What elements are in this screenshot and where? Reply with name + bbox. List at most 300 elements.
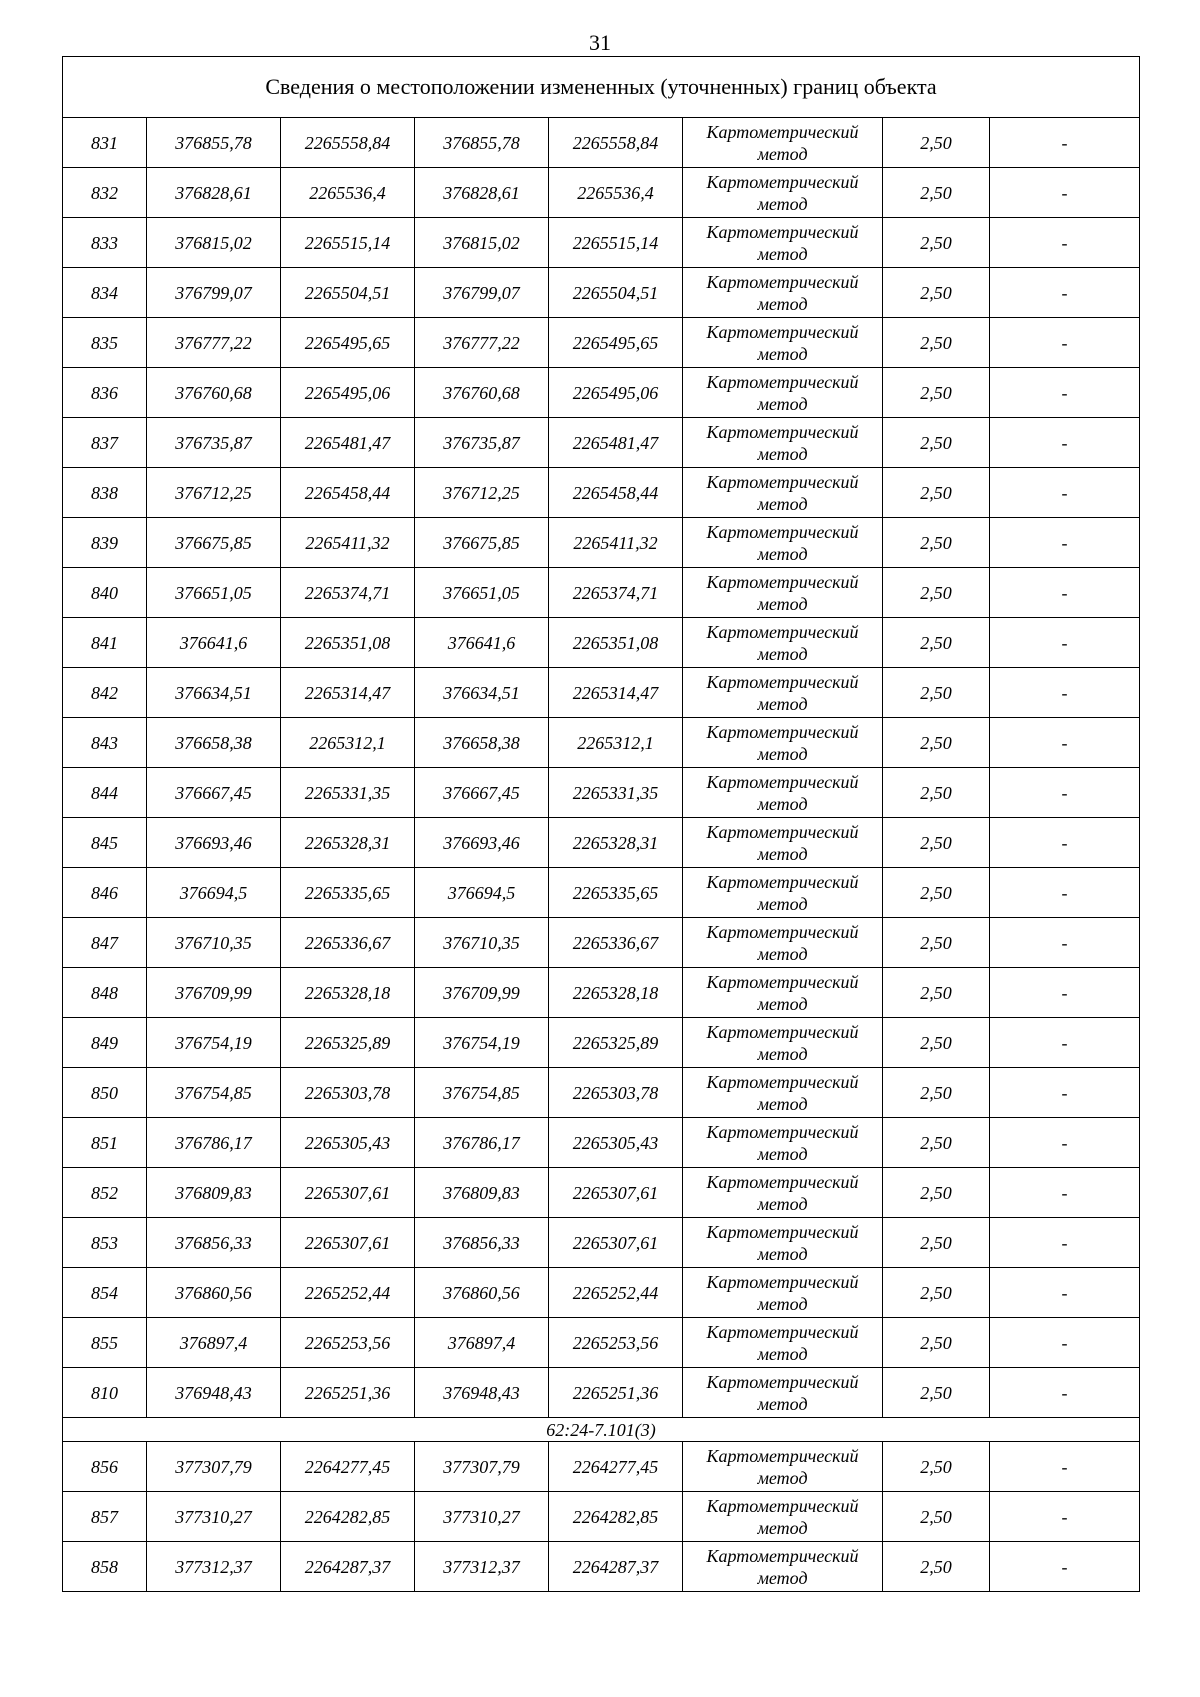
x-refined-cell: 376760,68	[415, 368, 549, 418]
note-cell: -	[990, 918, 1140, 968]
method-cell	[683, 218, 883, 268]
table-row	[63, 368, 1140, 418]
method-label-line2: метод	[757, 393, 808, 414]
method-label-line1: Картометрический	[706, 271, 859, 292]
method-label-line2: метод	[757, 1243, 808, 1264]
y-existing-cell: 2265515,14	[281, 218, 415, 268]
point-number-cell: 831	[63, 118, 147, 168]
point-number-cell: 837	[63, 418, 147, 468]
method-label-line2: метод	[757, 143, 808, 164]
table-row	[63, 118, 1140, 168]
table-row	[63, 868, 1140, 918]
method-cell	[683, 668, 883, 718]
y-existing-cell: 2265312,1	[281, 718, 415, 768]
note-cell: -	[990, 1442, 1140, 1492]
x-existing-cell: 376860,56	[147, 1268, 281, 1318]
accuracy-cell: 2,50	[883, 568, 990, 618]
y-existing-cell: 2264277,45	[281, 1442, 415, 1492]
method-cell	[683, 868, 883, 918]
method-cell	[683, 718, 883, 768]
y-refined-cell: 2265312,1	[549, 718, 683, 768]
y-refined-cell: 2265336,67	[549, 918, 683, 968]
point-number-cell: 857	[63, 1492, 147, 1542]
point-number-cell: 842	[63, 668, 147, 718]
method-label-line1: Картометрический	[706, 921, 859, 942]
y-existing-cell: 2265251,36	[281, 1368, 415, 1418]
method-label-line2: метод	[757, 1093, 808, 1114]
y-refined-cell: 2265411,32	[549, 518, 683, 568]
note-cell: -	[990, 418, 1140, 468]
x-refined-cell: 377310,27	[415, 1492, 549, 1542]
x-existing-cell: 376777,22	[147, 318, 281, 368]
method-cell	[683, 618, 883, 668]
note-cell: -	[990, 968, 1140, 1018]
y-refined-cell: 2264282,85	[549, 1492, 683, 1542]
y-existing-cell: 2265411,32	[281, 518, 415, 568]
x-refined-cell: 376948,43	[415, 1368, 549, 1418]
x-existing-cell: 377310,27	[147, 1492, 281, 1542]
y-refined-cell: 2265536,4	[549, 168, 683, 218]
x-refined-cell: 376667,45	[415, 768, 549, 818]
x-existing-cell: 377312,37	[147, 1542, 281, 1592]
x-refined-cell: 376693,46	[415, 818, 549, 868]
y-refined-cell: 2265331,35	[549, 768, 683, 818]
method-cell	[683, 968, 883, 1018]
y-existing-cell: 2265303,78	[281, 1068, 415, 1118]
table-row	[63, 1018, 1140, 1068]
note-cell: -	[990, 268, 1140, 318]
method-label-line1: Картометрический	[706, 421, 859, 442]
y-existing-cell: 2265328,18	[281, 968, 415, 1018]
x-existing-cell: 376693,46	[147, 818, 281, 868]
point-number-cell: 846	[63, 868, 147, 918]
method-label-line1: Картометрический	[706, 371, 859, 392]
point-number-cell: 839	[63, 518, 147, 568]
y-refined-cell: 2265303,78	[549, 1068, 683, 1118]
table-row	[63, 818, 1140, 868]
y-existing-cell: 2265481,47	[281, 418, 415, 468]
accuracy-cell: 2,50	[883, 1168, 990, 1218]
table-row	[63, 1068, 1140, 1118]
accuracy-cell: 2,50	[883, 118, 990, 168]
x-refined-cell: 376735,87	[415, 418, 549, 468]
method-label-line1: Картометрический	[706, 1121, 859, 1142]
note-cell: -	[990, 768, 1140, 818]
note-cell: -	[990, 1018, 1140, 1068]
method-label-line2: метод	[757, 293, 808, 314]
y-existing-cell: 2265331,35	[281, 768, 415, 818]
method-label-line1: Картометрический	[706, 1321, 859, 1342]
table-body-main	[63, 57, 1140, 1418]
x-refined-cell: 376897,4	[415, 1318, 549, 1368]
y-existing-cell: 2265495,06	[281, 368, 415, 418]
method-label-line2: метод	[757, 1393, 808, 1414]
table-row	[63, 568, 1140, 618]
method-label-line1: Картометрический	[706, 1171, 859, 1192]
y-refined-cell: 2265558,84	[549, 118, 683, 168]
point-number-cell: 843	[63, 718, 147, 768]
point-number-cell: 841	[63, 618, 147, 668]
x-refined-cell: 376710,35	[415, 918, 549, 968]
method-label-line1: Картометрический	[706, 521, 859, 542]
y-refined-cell: 2265495,65	[549, 318, 683, 368]
y-existing-cell: 2265325,89	[281, 1018, 415, 1068]
y-existing-cell: 2265504,51	[281, 268, 415, 318]
note-cell: -	[990, 318, 1140, 368]
method-cell	[683, 918, 883, 968]
x-existing-cell: 376760,68	[147, 368, 281, 418]
table-title: Сведения о местоположении измененных (уточненных) границ объекта	[63, 57, 1140, 118]
note-cell: -	[990, 618, 1140, 668]
method-label-line2: метод	[757, 243, 808, 264]
y-refined-cell: 2264277,45	[549, 1442, 683, 1492]
note-cell: -	[990, 1168, 1140, 1218]
method-label-line2: метод	[757, 793, 808, 814]
method-cell	[683, 268, 883, 318]
method-label-line1: Картометрический	[706, 671, 859, 692]
method-label-line1: Картометрический	[706, 221, 859, 242]
x-existing-cell: 376694,5	[147, 868, 281, 918]
method-label-line1: Картометрический	[706, 871, 859, 892]
accuracy-cell: 2,50	[883, 218, 990, 268]
note-cell: -	[990, 118, 1140, 168]
method-label-line1: Картометрический	[706, 1221, 859, 1242]
boundary-table-frame	[62, 56, 1139, 1592]
method-label-line2: метод	[757, 193, 808, 214]
point-number-cell: 810	[63, 1368, 147, 1418]
y-existing-cell: 2265536,4	[281, 168, 415, 218]
y-existing-cell: 2265335,65	[281, 868, 415, 918]
note-cell: -	[990, 718, 1140, 768]
table-row	[63, 168, 1140, 218]
point-number-cell: 847	[63, 918, 147, 968]
method-label-line1: Картометрический	[706, 1445, 859, 1466]
y-refined-cell: 2265458,44	[549, 468, 683, 518]
x-existing-cell: 376828,61	[147, 168, 281, 218]
note-cell: -	[990, 218, 1140, 268]
x-refined-cell: 376675,85	[415, 518, 549, 568]
method-label-line2: метод	[757, 1467, 808, 1488]
note-cell: -	[990, 668, 1140, 718]
method-label-line2: метод	[757, 593, 808, 614]
point-number-cell: 833	[63, 218, 147, 268]
x-refined-cell: 376809,83	[415, 1168, 549, 1218]
accuracy-cell: 2,50	[883, 318, 990, 368]
y-refined-cell: 2265252,44	[549, 1268, 683, 1318]
method-cell	[683, 1318, 883, 1368]
note-cell: -	[990, 1268, 1140, 1318]
method-cell	[683, 1068, 883, 1118]
boundary-coordinates-table	[62, 56, 1140, 1592]
accuracy-cell: 2,50	[883, 1442, 990, 1492]
method-cell	[683, 368, 883, 418]
accuracy-cell: 2,50	[883, 1542, 990, 1592]
section-row	[63, 1418, 1140, 1442]
method-cell	[683, 318, 883, 368]
method-cell	[683, 818, 883, 868]
accuracy-cell: 2,50	[883, 1018, 990, 1068]
point-number-cell: 849	[63, 1018, 147, 1068]
x-refined-cell: 376860,56	[415, 1268, 549, 1318]
x-existing-cell: 376948,43	[147, 1368, 281, 1418]
method-label-line2: метод	[757, 943, 808, 964]
accuracy-cell: 2,50	[883, 1318, 990, 1368]
method-cell	[683, 518, 883, 568]
y-existing-cell: 2265495,65	[281, 318, 415, 368]
note-cell: -	[990, 1318, 1140, 1368]
note-cell: -	[990, 1068, 1140, 1118]
y-refined-cell: 2265335,65	[549, 868, 683, 918]
point-number-cell: 856	[63, 1442, 147, 1492]
table-row	[63, 768, 1140, 818]
section-label: 62:24-7.101(3)	[63, 1418, 1140, 1442]
x-existing-cell: 376675,85	[147, 518, 281, 568]
x-existing-cell: 376710,35	[147, 918, 281, 968]
accuracy-cell: 2,50	[883, 1068, 990, 1118]
x-existing-cell: 376786,17	[147, 1118, 281, 1168]
method-label-line2: метод	[757, 993, 808, 1014]
x-existing-cell: 376651,05	[147, 568, 281, 618]
note-cell: -	[990, 468, 1140, 518]
point-number-cell: 844	[63, 768, 147, 818]
method-label-line1: Картометрический	[706, 721, 859, 742]
method-cell	[683, 768, 883, 818]
note-cell: -	[990, 1118, 1140, 1168]
y-existing-cell: 2265307,61	[281, 1218, 415, 1268]
x-refined-cell: 377307,79	[415, 1442, 549, 1492]
y-refined-cell: 2265314,47	[549, 668, 683, 718]
point-number-cell: 845	[63, 818, 147, 868]
method-label-line1: Картометрический	[706, 1495, 859, 1516]
x-existing-cell: 376658,38	[147, 718, 281, 768]
x-existing-cell: 376709,99	[147, 968, 281, 1018]
y-refined-cell: 2265325,89	[549, 1018, 683, 1068]
y-refined-cell: 2265495,06	[549, 368, 683, 418]
method-label-line1: Картометрический	[706, 321, 859, 342]
accuracy-cell: 2,50	[883, 718, 990, 768]
x-refined-cell: 376651,05	[415, 568, 549, 618]
y-existing-cell: 2265458,44	[281, 468, 415, 518]
x-refined-cell: 376694,5	[415, 868, 549, 918]
point-number-cell: 852	[63, 1168, 147, 1218]
method-label-line1: Картометрический	[706, 571, 859, 592]
method-cell	[683, 1368, 883, 1418]
method-label-line2: метод	[757, 1143, 808, 1164]
note-cell: -	[990, 1218, 1140, 1268]
table-row	[63, 918, 1140, 968]
x-refined-cell: 377312,37	[415, 1542, 549, 1592]
note-cell: -	[990, 368, 1140, 418]
y-existing-cell: 2265305,43	[281, 1118, 415, 1168]
x-existing-cell: 376799,07	[147, 268, 281, 318]
method-label-line2: метод	[757, 1517, 808, 1538]
x-existing-cell: 376754,19	[147, 1018, 281, 1068]
y-existing-cell: 2265307,61	[281, 1168, 415, 1218]
y-refined-cell: 2265305,43	[549, 1118, 683, 1168]
accuracy-cell: 2,50	[883, 868, 990, 918]
y-existing-cell: 2264287,37	[281, 1542, 415, 1592]
accuracy-cell: 2,50	[883, 468, 990, 518]
method-label-line1: Картометрический	[706, 121, 859, 142]
x-existing-cell: 376641,6	[147, 618, 281, 668]
method-cell	[683, 118, 883, 168]
method-label-line1: Картометрический	[706, 1371, 859, 1392]
y-existing-cell: 2265252,44	[281, 1268, 415, 1318]
method-label-line1: Картометрический	[706, 821, 859, 842]
method-label-line1: Картометрический	[706, 471, 859, 492]
table-row	[63, 1442, 1140, 1492]
table-row	[63, 668, 1140, 718]
accuracy-cell: 2,50	[883, 418, 990, 468]
method-label-line2: метод	[757, 843, 808, 864]
method-cell	[683, 1492, 883, 1542]
note-cell: -	[990, 518, 1140, 568]
accuracy-cell: 2,50	[883, 668, 990, 718]
x-refined-cell: 376641,6	[415, 618, 549, 668]
method-cell	[683, 568, 883, 618]
method-label-line2: метод	[757, 1293, 808, 1314]
method-label-line2: метод	[757, 343, 808, 364]
y-refined-cell: 2265307,61	[549, 1218, 683, 1268]
method-cell	[683, 418, 883, 468]
accuracy-cell: 2,50	[883, 1268, 990, 1318]
x-existing-cell: 376856,33	[147, 1218, 281, 1268]
x-refined-cell: 376856,33	[415, 1218, 549, 1268]
y-refined-cell: 2265374,71	[549, 568, 683, 618]
point-number-cell: 832	[63, 168, 147, 218]
accuracy-cell: 2,50	[883, 768, 990, 818]
table-row	[63, 518, 1140, 568]
accuracy-cell: 2,50	[883, 818, 990, 868]
table-row	[63, 1318, 1140, 1368]
table-row	[63, 1268, 1140, 1318]
point-number-cell: 838	[63, 468, 147, 518]
method-cell	[683, 1168, 883, 1218]
accuracy-cell: 2,50	[883, 368, 990, 418]
method-label-line1: Картометрический	[706, 171, 859, 192]
table-row	[63, 618, 1140, 668]
point-number-cell: 855	[63, 1318, 147, 1368]
y-refined-cell: 2264287,37	[549, 1542, 683, 1592]
table-row	[63, 1492, 1140, 1542]
accuracy-cell: 2,50	[883, 268, 990, 318]
y-refined-cell: 2265253,56	[549, 1318, 683, 1368]
note-cell: -	[990, 568, 1140, 618]
point-number-cell: 836	[63, 368, 147, 418]
table-row	[63, 268, 1140, 318]
method-label-line1: Картометрический	[706, 621, 859, 642]
accuracy-cell: 2,50	[883, 618, 990, 668]
page-number: 31	[589, 30, 611, 55]
x-existing-cell: 376634,51	[147, 668, 281, 718]
accuracy-cell: 2,50	[883, 1368, 990, 1418]
y-refined-cell: 2265251,36	[549, 1368, 683, 1418]
method-cell	[683, 1218, 883, 1268]
point-number-cell: 850	[63, 1068, 147, 1118]
x-refined-cell: 376799,07	[415, 268, 549, 318]
method-label-line2: метод	[757, 543, 808, 564]
y-refined-cell: 2265515,14	[549, 218, 683, 268]
accuracy-cell: 2,50	[883, 1492, 990, 1542]
y-existing-cell: 2265328,31	[281, 818, 415, 868]
y-refined-cell: 2265504,51	[549, 268, 683, 318]
x-existing-cell: 376815,02	[147, 218, 281, 268]
method-label-line2: метод	[757, 1343, 808, 1364]
method-label-line1: Картометрический	[706, 971, 859, 992]
note-cell: -	[990, 818, 1140, 868]
note-cell: -	[990, 1368, 1140, 1418]
method-label-line2: метод	[757, 1567, 808, 1588]
method-cell	[683, 468, 883, 518]
method-cell	[683, 1268, 883, 1318]
method-label-line2: метод	[757, 1043, 808, 1064]
accuracy-cell: 2,50	[883, 918, 990, 968]
y-existing-cell: 2264282,85	[281, 1492, 415, 1542]
accuracy-cell: 2,50	[883, 1118, 990, 1168]
method-label-line2: метод	[757, 893, 808, 914]
point-number-cell: 840	[63, 568, 147, 618]
table-row	[63, 718, 1140, 768]
point-number-cell: 854	[63, 1268, 147, 1318]
x-existing-cell: 376667,45	[147, 768, 281, 818]
table-row	[63, 1168, 1140, 1218]
method-cell	[683, 1542, 883, 1592]
x-refined-cell: 376786,17	[415, 1118, 549, 1168]
method-label-line1: Картометрический	[706, 771, 859, 792]
method-cell	[683, 1442, 883, 1492]
accuracy-cell: 2,50	[883, 518, 990, 568]
x-existing-cell: 376712,25	[147, 468, 281, 518]
point-number-cell: 834	[63, 268, 147, 318]
point-number-cell: 853	[63, 1218, 147, 1268]
x-refined-cell: 376815,02	[415, 218, 549, 268]
x-existing-cell: 376809,83	[147, 1168, 281, 1218]
table-row	[63, 218, 1140, 268]
y-existing-cell: 2265314,47	[281, 668, 415, 718]
table-title-row	[63, 57, 1140, 118]
method-label-line1: Картометрический	[706, 1271, 859, 1292]
method-cell	[683, 168, 883, 218]
table-row	[63, 968, 1140, 1018]
accuracy-cell: 2,50	[883, 168, 990, 218]
point-number-cell: 835	[63, 318, 147, 368]
table-row	[63, 468, 1140, 518]
x-refined-cell: 376634,51	[415, 668, 549, 718]
x-refined-cell: 376712,25	[415, 468, 549, 518]
note-cell: -	[990, 168, 1140, 218]
x-refined-cell: 376828,61	[415, 168, 549, 218]
y-refined-cell: 2265328,18	[549, 968, 683, 1018]
y-existing-cell: 2265336,67	[281, 918, 415, 968]
x-existing-cell: 377307,79	[147, 1442, 281, 1492]
method-label-line2: метод	[757, 493, 808, 514]
y-existing-cell: 2265351,08	[281, 618, 415, 668]
y-existing-cell: 2265558,84	[281, 118, 415, 168]
y-refined-cell: 2265328,31	[549, 818, 683, 868]
method-cell	[683, 1018, 883, 1068]
y-refined-cell: 2265351,08	[549, 618, 683, 668]
x-existing-cell: 376855,78	[147, 118, 281, 168]
x-refined-cell: 376754,19	[415, 1018, 549, 1068]
y-refined-cell: 2265481,47	[549, 418, 683, 468]
x-refined-cell: 376777,22	[415, 318, 549, 368]
x-refined-cell: 376754,85	[415, 1068, 549, 1118]
point-number-cell: 851	[63, 1118, 147, 1168]
note-cell: -	[990, 1492, 1140, 1542]
table-row	[63, 318, 1140, 368]
accuracy-cell: 2,50	[883, 968, 990, 1018]
note-cell: -	[990, 868, 1140, 918]
